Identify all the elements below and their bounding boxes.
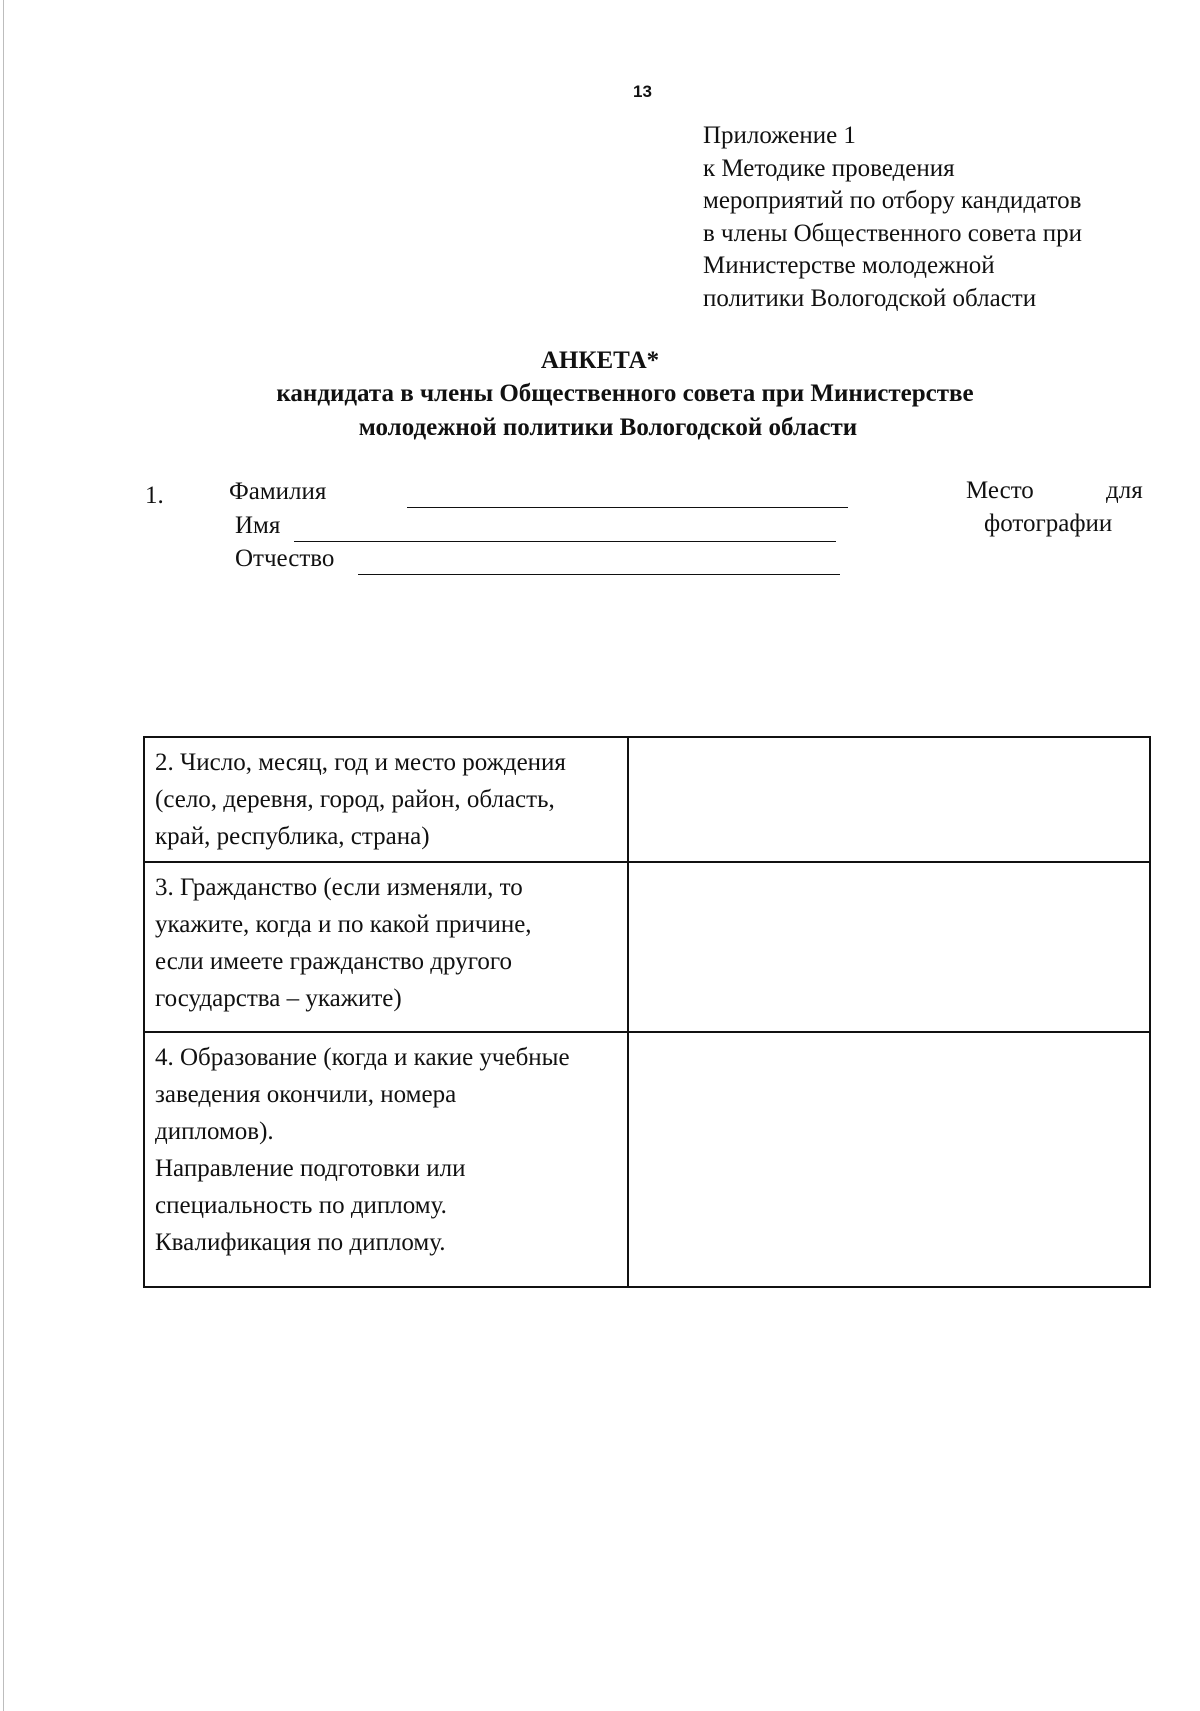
question-line: дипломов). [155, 1118, 274, 1145]
question-cell [144, 862, 628, 1032]
appendix-line: мероприятий по отбору кандидатов [703, 187, 1082, 214]
answer-cell[interactable] [628, 737, 1150, 862]
name-label: Имя [235, 512, 281, 539]
patronymic-field[interactable] [358, 574, 840, 575]
table-row [144, 737, 1150, 862]
question-line: (село, деревня, город, район, область, [155, 786, 555, 813]
question-line: Направление подготовки или [155, 1155, 466, 1182]
appendix-note [703, 120, 1173, 315]
question-line: Квалификация по диплому. [155, 1229, 446, 1256]
photo-placeholder-word: фотографии [984, 510, 1113, 537]
surname-label: Фамилия [229, 478, 327, 505]
questionnaire-table [143, 736, 1151, 1288]
form-subtitle-line-1: кандидата в члены Общественного совета при Министерстве [276, 380, 974, 407]
question-cell [144, 1032, 628, 1287]
table-row [144, 1032, 1150, 1287]
answer-cell[interactable] [628, 862, 1150, 1032]
question-line: 3. Гражданство (если изменяли, то [155, 874, 523, 901]
question-line: заведения окончили, номера [155, 1081, 457, 1108]
question-line: государства – укажите) [155, 985, 402, 1012]
answer-cell[interactable] [628, 1032, 1150, 1287]
name-field[interactable] [294, 541, 836, 542]
photo-placeholder-word: Место [966, 477, 1034, 504]
photo-placeholder-word: для [1106, 477, 1143, 504]
table-row [144, 862, 1150, 1032]
question-line: если имеете гражданство другого [155, 948, 512, 975]
appendix-line: Приложение 1 [703, 122, 856, 149]
appendix-line: в члены Общественного совета при [703, 219, 1082, 247]
question-line: 2. Число, месяц, год и место рождения [155, 749, 566, 776]
scan-edge-line [3, 0, 4, 1711]
question-cell [144, 737, 628, 862]
form-title: АНКЕТА* [540, 347, 660, 374]
appendix-line: Министерстве молодежной [703, 252, 995, 279]
form-subtitle-line-2: молодежной политики Вологодской области [358, 414, 858, 441]
appendix-line: к Методике проведения [703, 154, 955, 182]
question-line: 4. Образование (когда и какие учебные [155, 1044, 570, 1071]
section-number: 1. [145, 482, 164, 509]
page-number: 13 [633, 82, 652, 101]
appendix-line: политики Вологодской области [703, 284, 1037, 312]
question-line: край, республика, страна) [155, 823, 430, 850]
patronymic-label: Отчество [235, 545, 335, 572]
question-line: специальность по диплому. [155, 1192, 447, 1219]
surname-field[interactable] [407, 507, 848, 508]
question-line: укажите, когда и по какой причине, [155, 911, 532, 938]
